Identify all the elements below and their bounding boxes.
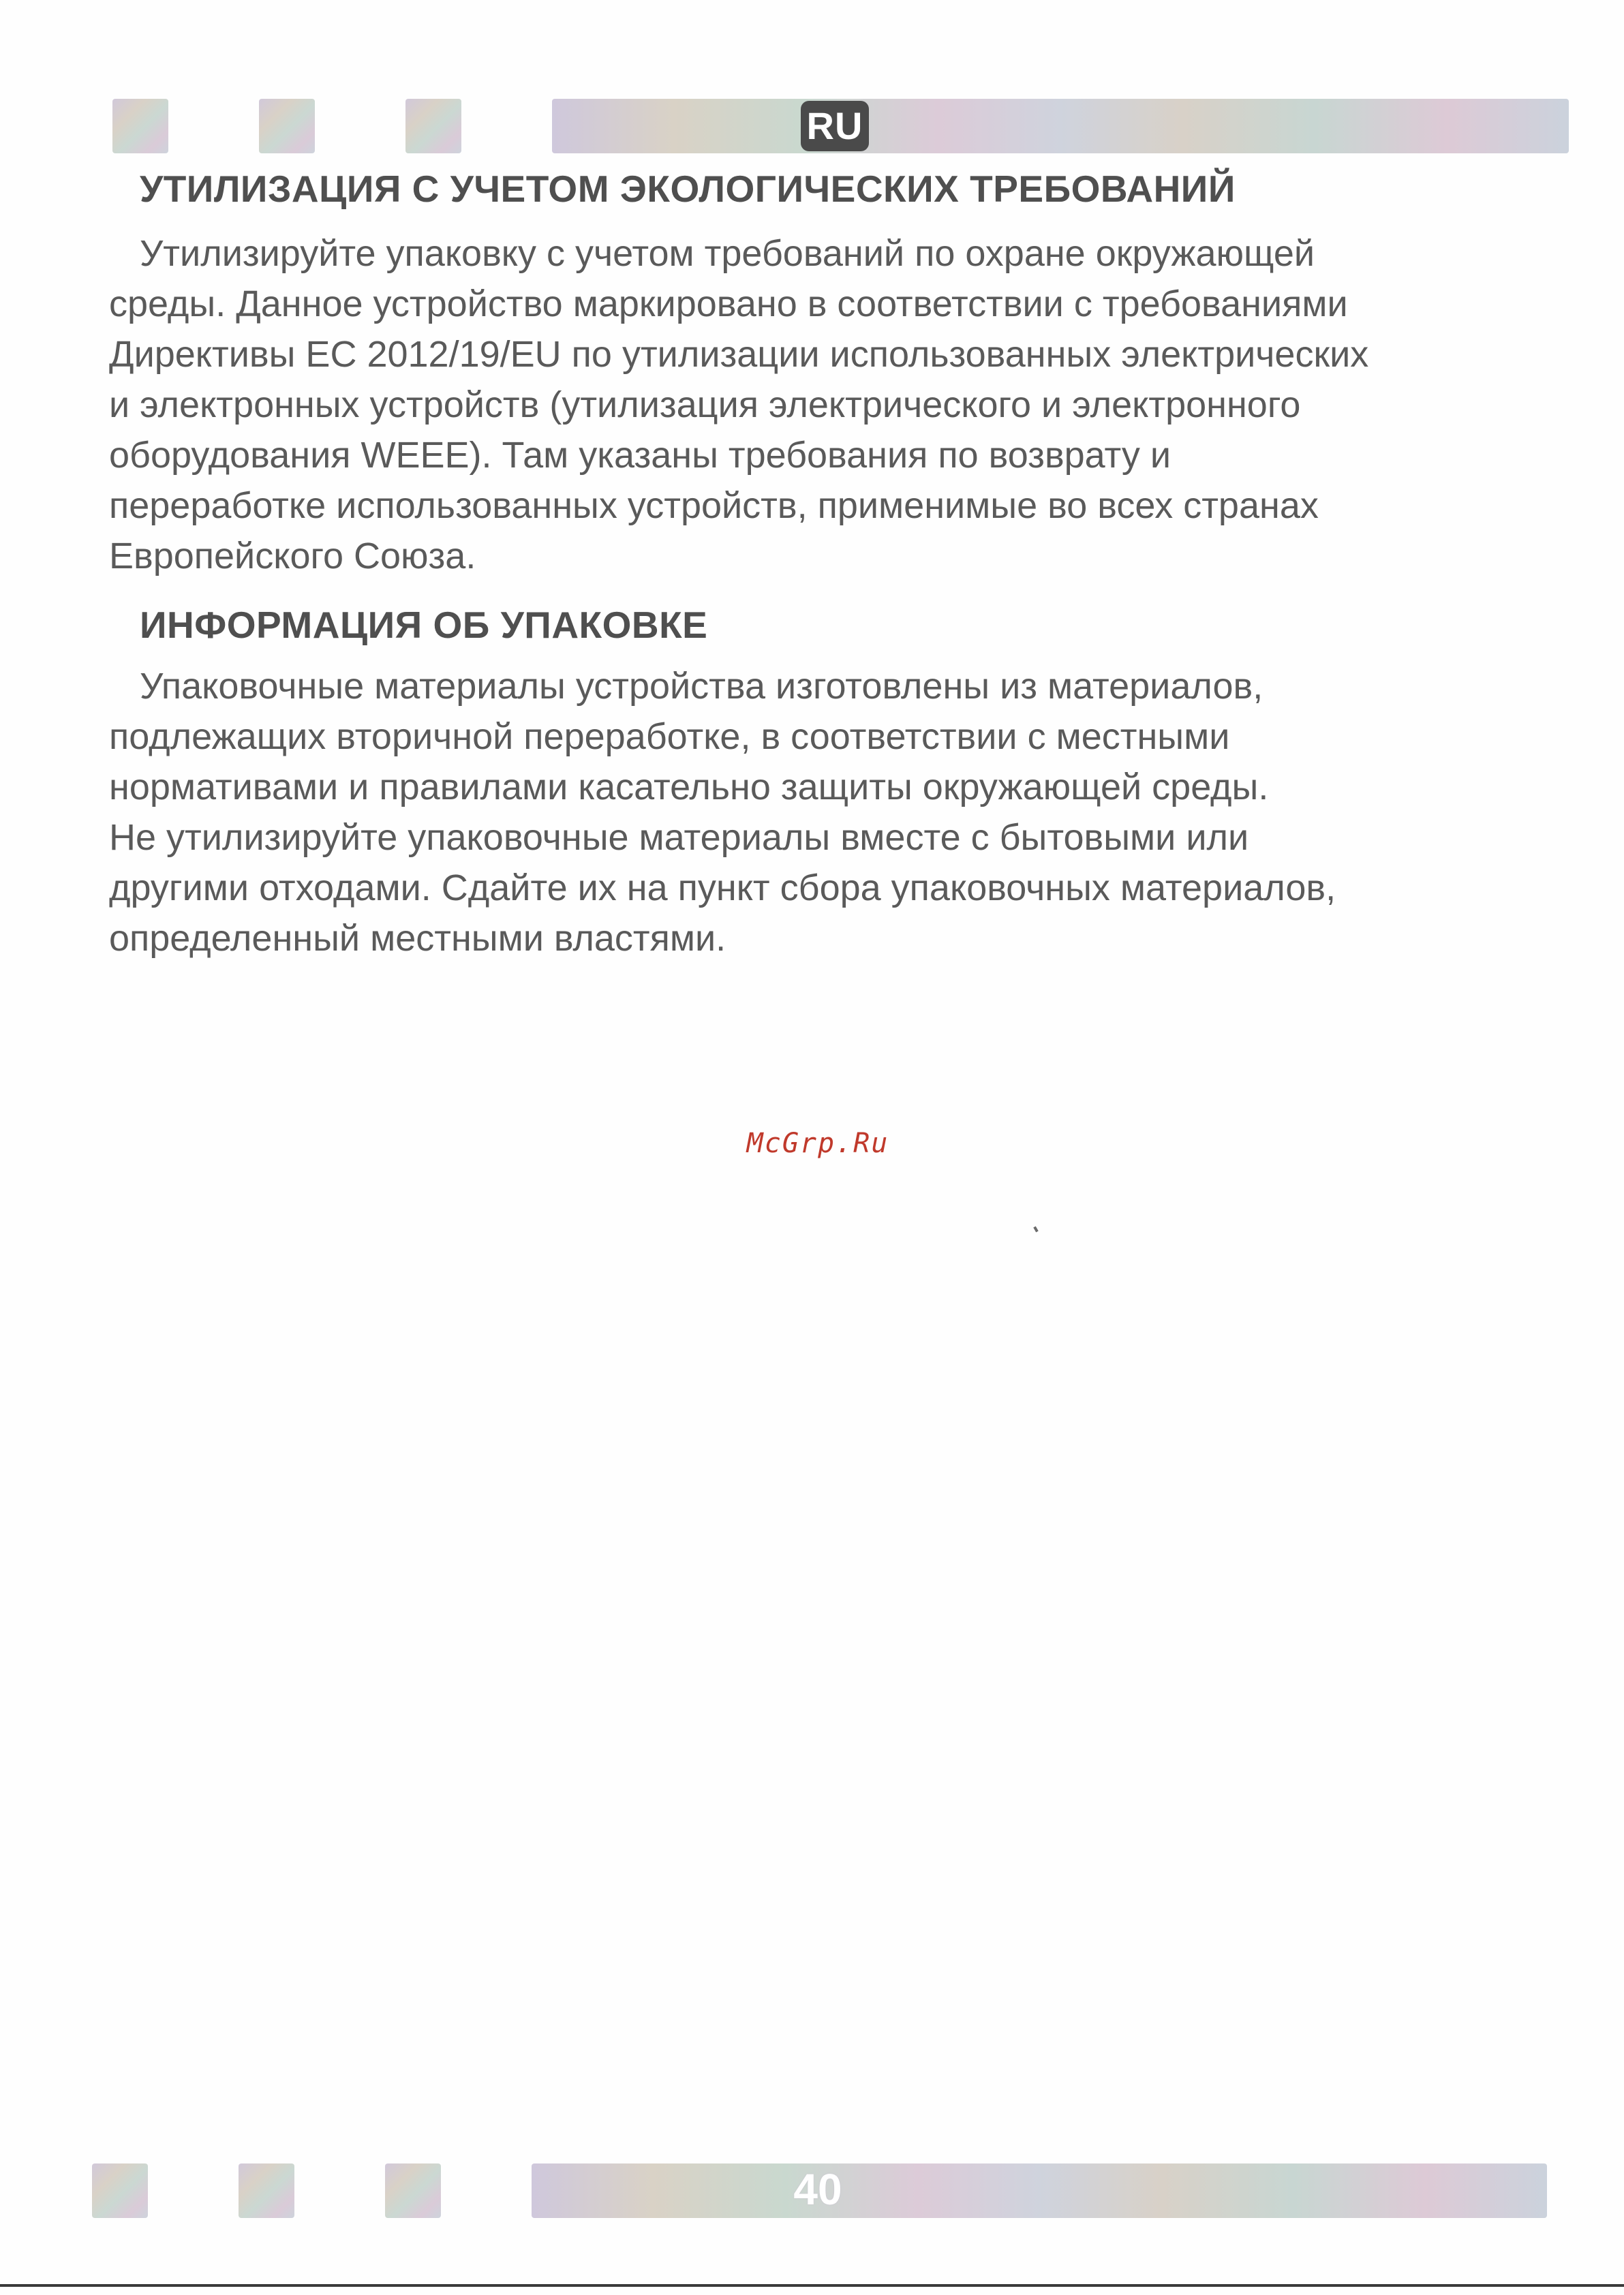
footer-square-3 — [385, 2163, 441, 2218]
body-line: среды. Данное устройство маркировано в соответствии с требованиями — [109, 283, 1348, 324]
watermark-text: McGrp.Ru — [746, 1128, 889, 1159]
scan-speck — [1033, 1227, 1038, 1233]
body-line: подлежащих вторичной переработке, в соответствии с местными — [109, 716, 1230, 757]
language-badge: RU — [801, 101, 869, 151]
body-line: Европейского Союза. — [109, 536, 476, 576]
body-line: нормативами и правилами касательно защиты окружающей среды. — [109, 767, 1269, 807]
header-square-3 — [405, 99, 461, 153]
body-line: другими отходами. Сдайте их на пункт сбора упаковочных материалов, — [109, 867, 1336, 908]
header-square-2 — [259, 99, 315, 153]
page-number: 40 — [793, 2165, 842, 2214]
footer-square-2 — [239, 2163, 294, 2218]
footer-square-1 — [92, 2163, 148, 2218]
header-square-1 — [112, 99, 168, 153]
footer-bar — [532, 2163, 1547, 2218]
header-bar — [552, 99, 1569, 153]
section-body-packaging — [109, 661, 1561, 964]
body-line: Упаковочные материалы устройства изготовлены из материалов, — [140, 666, 1263, 707]
scan-bottom-edge — [0, 2284, 1624, 2287]
body-line: определенный местными властями. — [109, 918, 726, 959]
body-line: Директивы ЕС 2012/19/EU по утилизации использованных электрических — [109, 334, 1369, 375]
body-line: Утилизируйте упаковку с учетом требований по охране окружающей — [140, 233, 1315, 274]
section-title-packaging: ИНФОРМАЦИЯ ОБ УПАКОВКЕ — [140, 604, 708, 646]
body-line: и электронных устройств (утилизация электрического и электронного — [109, 384, 1301, 425]
body-line: Не утилизируйте упаковочные материалы вместе с бытовыми или — [109, 817, 1249, 858]
body-line: переработке использованных устройств, применимые во всех странах — [109, 485, 1319, 526]
section-title-disposal: УТИЛИЗАЦИЯ С УЧЕТОМ ЭКОЛОГИЧЕСКИХ ТРЕБОВАНИЙ — [140, 168, 1236, 210]
body-line: оборудования WEEE). Там указаны требования по возврату и — [109, 435, 1171, 476]
section-body-disposal — [109, 228, 1561, 581]
